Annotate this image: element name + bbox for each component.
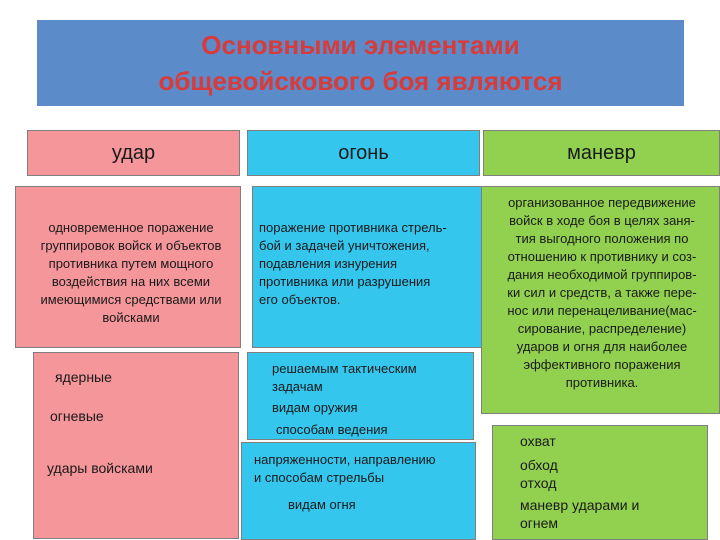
manevr-type-bypass: обход [520,457,558,473]
slide-title-banner [37,20,684,106]
header-manevr-label: маневр [567,141,636,164]
ogon-type-method: способам ведения [276,422,388,437]
manevr-definition: организованное передвижение войск в ходе боя в целях заня- тия выгодного положения по отношению к противнику и соз- дания необходимой группиров- ки сил и средств, а также пере- нос или перенацеливание(мас- сирование, распределение) ударов и огня для наиболее эффективного поражения противника. [507,195,697,390]
udar-type-troops: удары войсками [47,460,153,476]
header-udar-label: удар [111,141,156,164]
manevr-type-withdrawal: отход [520,475,557,491]
udar-type-fire: огневые [50,408,104,424]
header-ogon [247,130,480,176]
header-udar [27,130,240,176]
ogon-type-fire-kind: видам огня [288,497,356,512]
header-ogon-label: огонь [338,141,389,164]
header-manevr [483,130,720,176]
ogon-definition: поражение противника стрель- бой и задачей уничтожения, подавления изнурения противника или разрушения его объектов. [259,220,447,307]
udar-type-nuclear: ядерные [55,369,112,385]
ogon-type-tactical: решаемым тактическим задачам [272,361,417,394]
manevr-type-envelopment: охват [520,433,556,449]
slide-title: Основными элементами общевойскового боя являются [158,30,563,96]
manevr-type-strikes-fire: маневр ударами и огнем [520,497,640,531]
ogon-type-weapon: видам оружия [272,400,358,415]
ogon-type-intensity: напряженности, направлению и способам стрельбы [254,452,436,485]
udar-definition: одновременное поражение группировок войск и объектов противника путем мощного воздействия на них всеми имеющимися средствами или войсками [40,220,222,325]
